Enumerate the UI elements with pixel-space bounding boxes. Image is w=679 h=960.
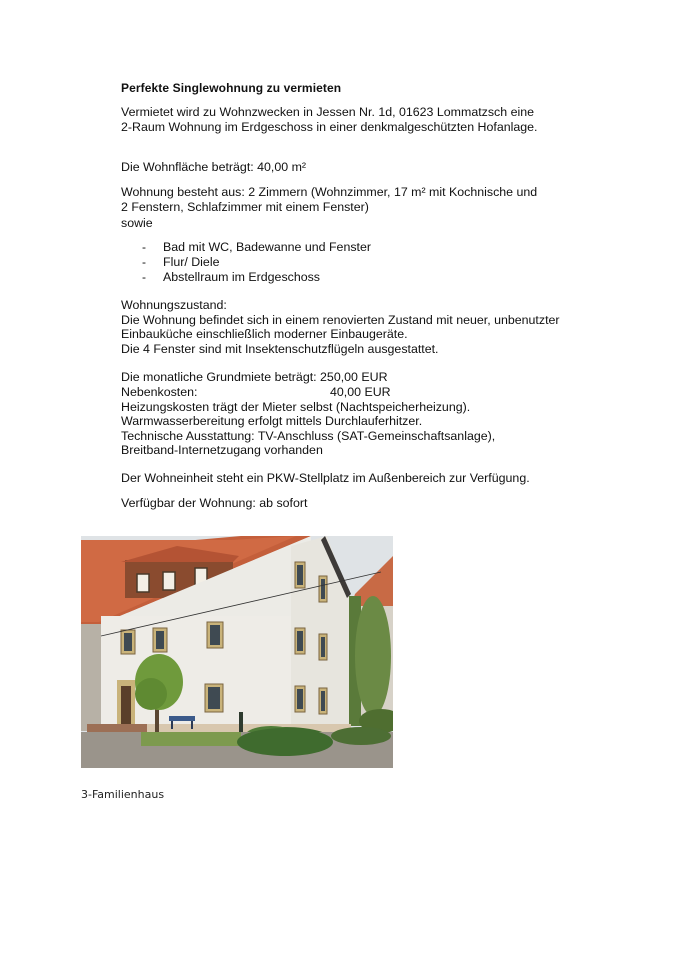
rent-text: Die monatliche Grundmiete beträgt: 250,00 EUR: [121, 370, 388, 384]
condition-line-2: Einbauküche einschließlich moderner Einbaugeräte.: [121, 327, 408, 341]
details-line-1: Heizungskosten trägt der Mieter selbst (Nachtspeicherheizung).: [121, 400, 471, 414]
costs-value: 40,00 EUR: [330, 385, 391, 399]
bullet-marker: -: [142, 255, 146, 269]
photo-caption: 3-Familienhaus: [81, 788, 165, 801]
details-line-2: Warmwasserbereitung erfolgt mittels Durchlauferhitzer.: [121, 414, 423, 428]
document-title: Perfekte Singlewohnung zu vermieten: [121, 81, 342, 95]
costs-label: Nebenkosten:: [121, 385, 198, 399]
details-line-3: Technische Ausstattung: TV-Anschluss (SAT-Gemeinschaftsanlage),: [121, 429, 496, 443]
list-item: Abstellraum im Erdgeschoss: [163, 270, 321, 284]
intro-line-2: 2-Raum Wohnung im Erdgeschoss in einer denkmalgeschützten Hofanlage.: [121, 120, 538, 134]
condition-line-1: Die Wohnung befindet sich in einem renovierten Zustand mit neuer, unbenutzter: [121, 313, 560, 327]
details-line-4: Breitband-Internetzugang vorhanden: [121, 443, 323, 457]
intro-line-1: Vermietet wird zu Wohnzwecken in Jessen Nr. 1d, 01623 Lommatzsch eine: [121, 105, 534, 119]
bullet-marker: -: [142, 240, 146, 254]
rooms-line-3: sowie: [121, 216, 153, 230]
parking-text: Der Wohneinheit steht ein PKW-Stellplatz im Außenbereich zur Verfügung.: [121, 471, 530, 485]
availability-text: Verfügbar der Wohnung: ab sofort: [121, 496, 308, 510]
condition-line-3: Die 4 Fenster sind mit Insektenschutzflügeln ausgestattet.: [121, 342, 439, 356]
rooms-line-1: Wohnung besteht aus: 2 Zimmern (Wohnzimmer, 17 m² mit Kochnische und: [121, 185, 538, 199]
condition-heading: Wohnungszustand:: [121, 298, 227, 312]
bullet-marker: -: [142, 270, 146, 284]
list-item: Bad mit WC, Badewanne und Fenster: [163, 240, 371, 254]
house-photo: [81, 536, 393, 768]
list-item: Flur/ Diele: [163, 255, 220, 269]
rooms-line-2: 2 Fenstern, Schlafzimmer mit einem Fenster): [121, 200, 369, 214]
living-area-text: Die Wohnfläche beträgt: 40,00 m²: [121, 160, 307, 174]
